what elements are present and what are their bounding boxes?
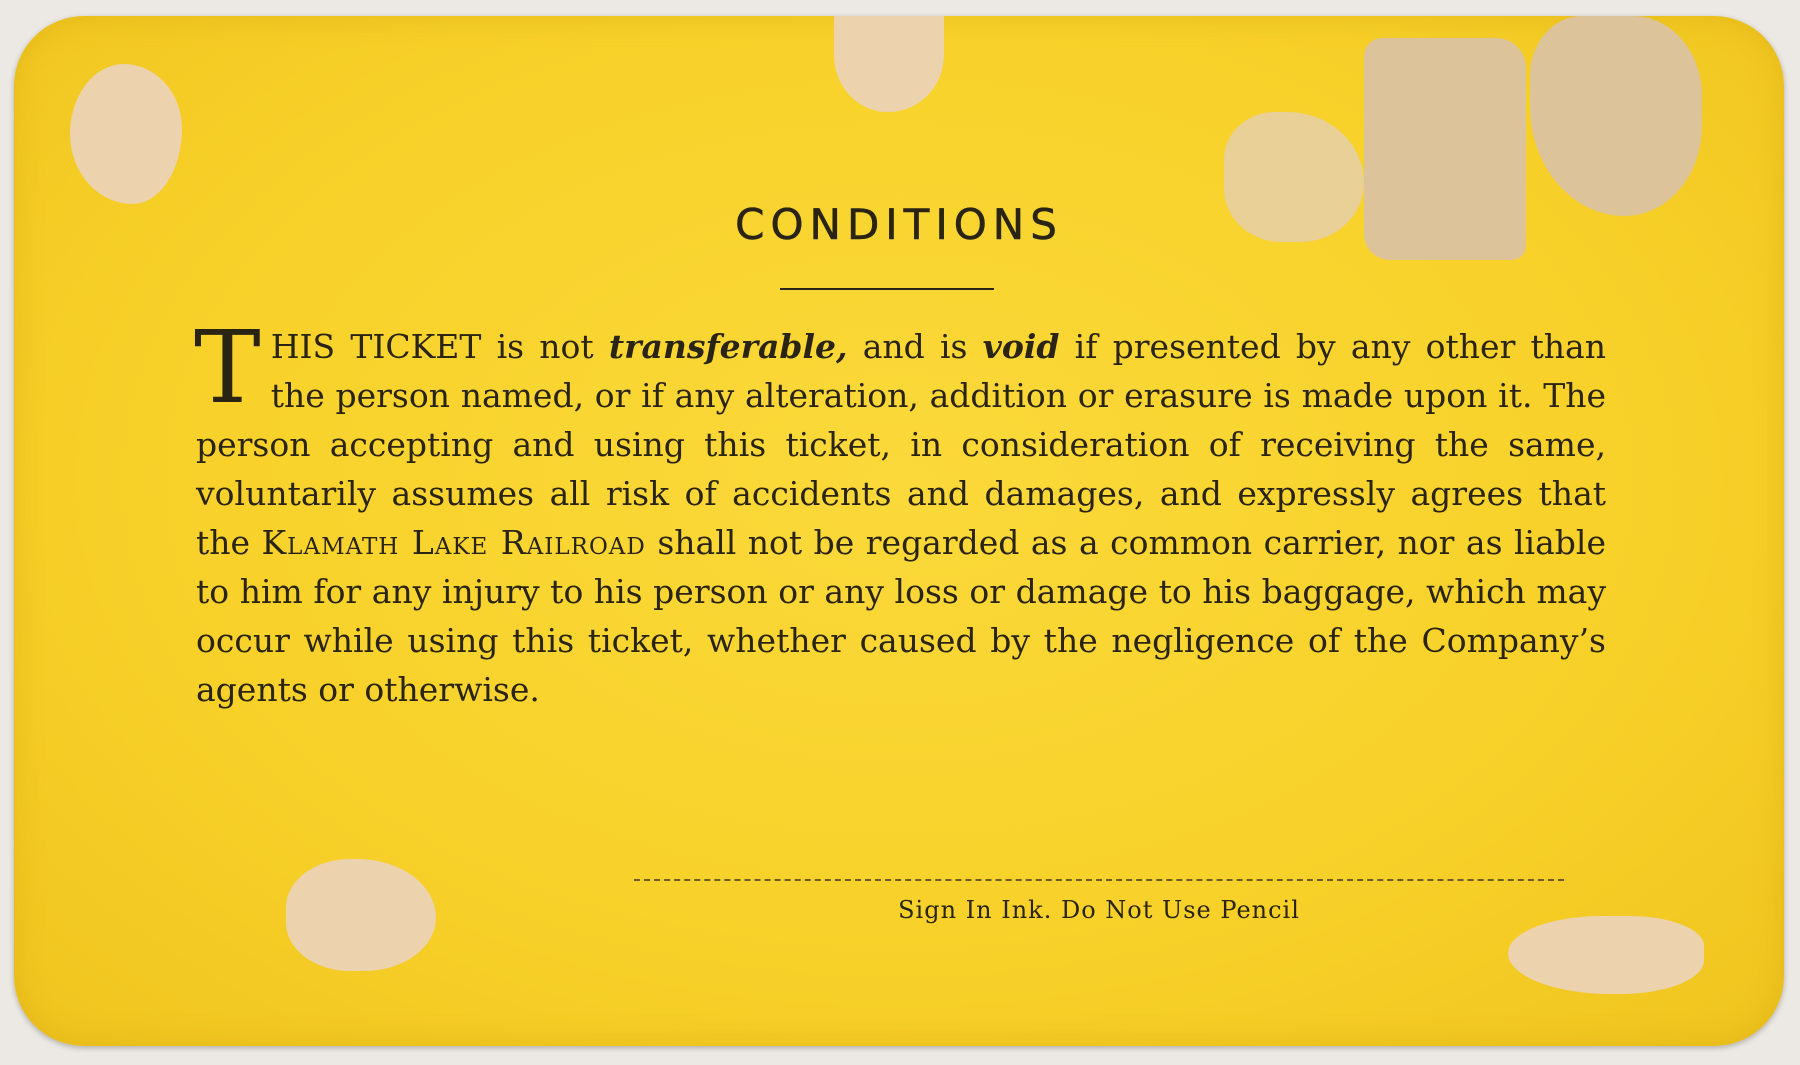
drop-cap: T [194, 309, 261, 426]
conditions-text-4: shall not be regarded as a common carrier, nor as liable to him for any injury to his person or any loss or damage to his baggage, which may occur while using this ticket, whether caused by the negligence of the Company’s agents or otherwise. [196, 523, 1606, 709]
signature-instruction: Sign In Ink. Do Not Use Pencil [898, 896, 1300, 924]
wear-spot [70, 64, 182, 204]
wear-spot [1508, 916, 1704, 994]
ticket-card [14, 16, 1784, 1046]
conditions-heading: CONDITIONS [735, 200, 1063, 249]
emphasis-transferable: transferable, [608, 327, 848, 366]
conditions-paragraph [194, 309, 1606, 714]
conditions-text-1: HIS TICKET is not [270, 327, 609, 366]
heading-rule [780, 288, 994, 290]
emphasis-void: void [982, 327, 1060, 366]
conditions-text-2: and is [847, 327, 983, 366]
wear-spot [1530, 16, 1702, 216]
signature-line [634, 879, 1564, 881]
company-name: Klamath Lake Railroad [261, 523, 646, 562]
conditions-text-3: if presented by any other than the person named, or if any alteration, addition or erasure is made upon it. The person accepting and using this ticket, in consideration of receiving the same, voluntarily assumes all risk of accidents and damages, and expressly agrees that the [196, 327, 1606, 562]
wear-spot [286, 859, 436, 971]
wear-spot [834, 16, 944, 112]
